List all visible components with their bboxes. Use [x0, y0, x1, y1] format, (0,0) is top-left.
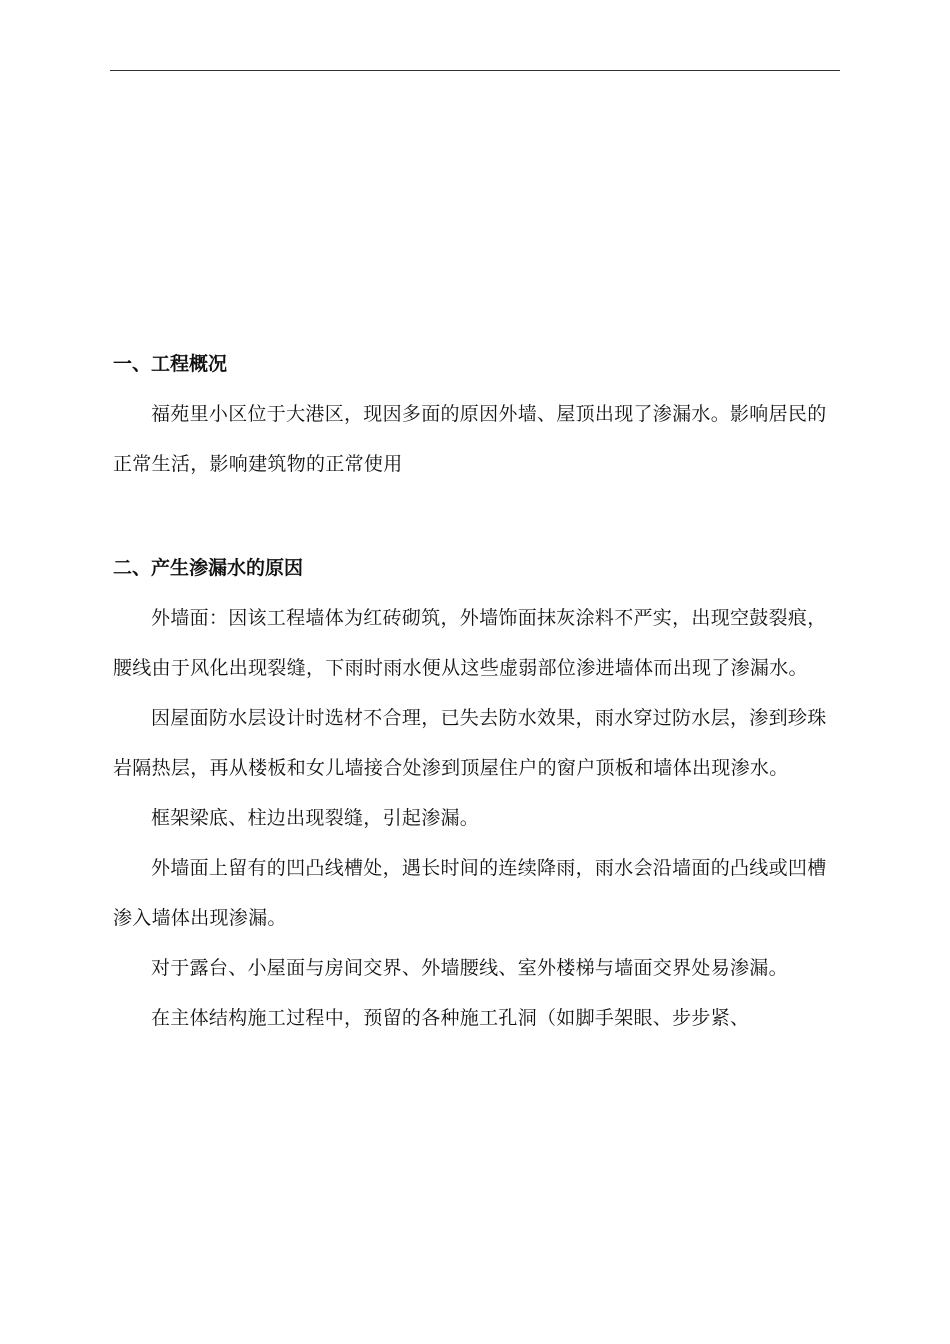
- header-rule: [110, 70, 840, 71]
- cause-paragraph-junctions: 对于露台、小屋面与房间交界、外墙腰线、室外楼梯与墙面交界处易渗漏。: [151, 957, 788, 979]
- cause-paragraph-roof: 因屋面防水层设计时选材不合理，已失去防水效果，雨水穿过防水层，渗到珍珠岩隔热层，再从楼板和女儿墙接合处渗到顶屋住户的窗户顶板和墙体出现渗水。: [113, 707, 827, 779]
- cause-paragraph-beam-cracks: 框架梁底、柱边出现裂缝，引起渗漏。: [151, 807, 480, 829]
- section-heading-causes: 二、产生渗漏水的原因: [113, 557, 304, 579]
- cause-paragraph-construction-holes: 在主体结构施工过程中，预留的各种施工孔洞（如脚手架眼、步步紧、: [151, 1007, 750, 1029]
- section-heading-overview: 一、工程概况: [113, 353, 228, 375]
- cause-paragraph-exterior-wall: 外墙面：因该工程墙体为红砖砌筑，外墙饰面抹灰涂料不严实，出现空鼓裂痕，腰线由于风化出现裂缝，下雨时雨水便从这些虚弱部位渗进墙体而出现了渗漏水。: [113, 607, 827, 679]
- overview-paragraph: 福苑里小区位于大港区，现因多面的原因外墙、屋顶出现了渗漏水。影响居民的正常生活，影响建筑物的正常使用: [113, 403, 827, 475]
- cause-paragraph-grooves: 外墙面上留有的凹凸线槽处，遇长时间的连续降雨，雨水会沿墙面的凸线或凹槽渗入墙体出现渗漏。: [113, 857, 827, 929]
- document-body: [113, 344, 838, 1043]
